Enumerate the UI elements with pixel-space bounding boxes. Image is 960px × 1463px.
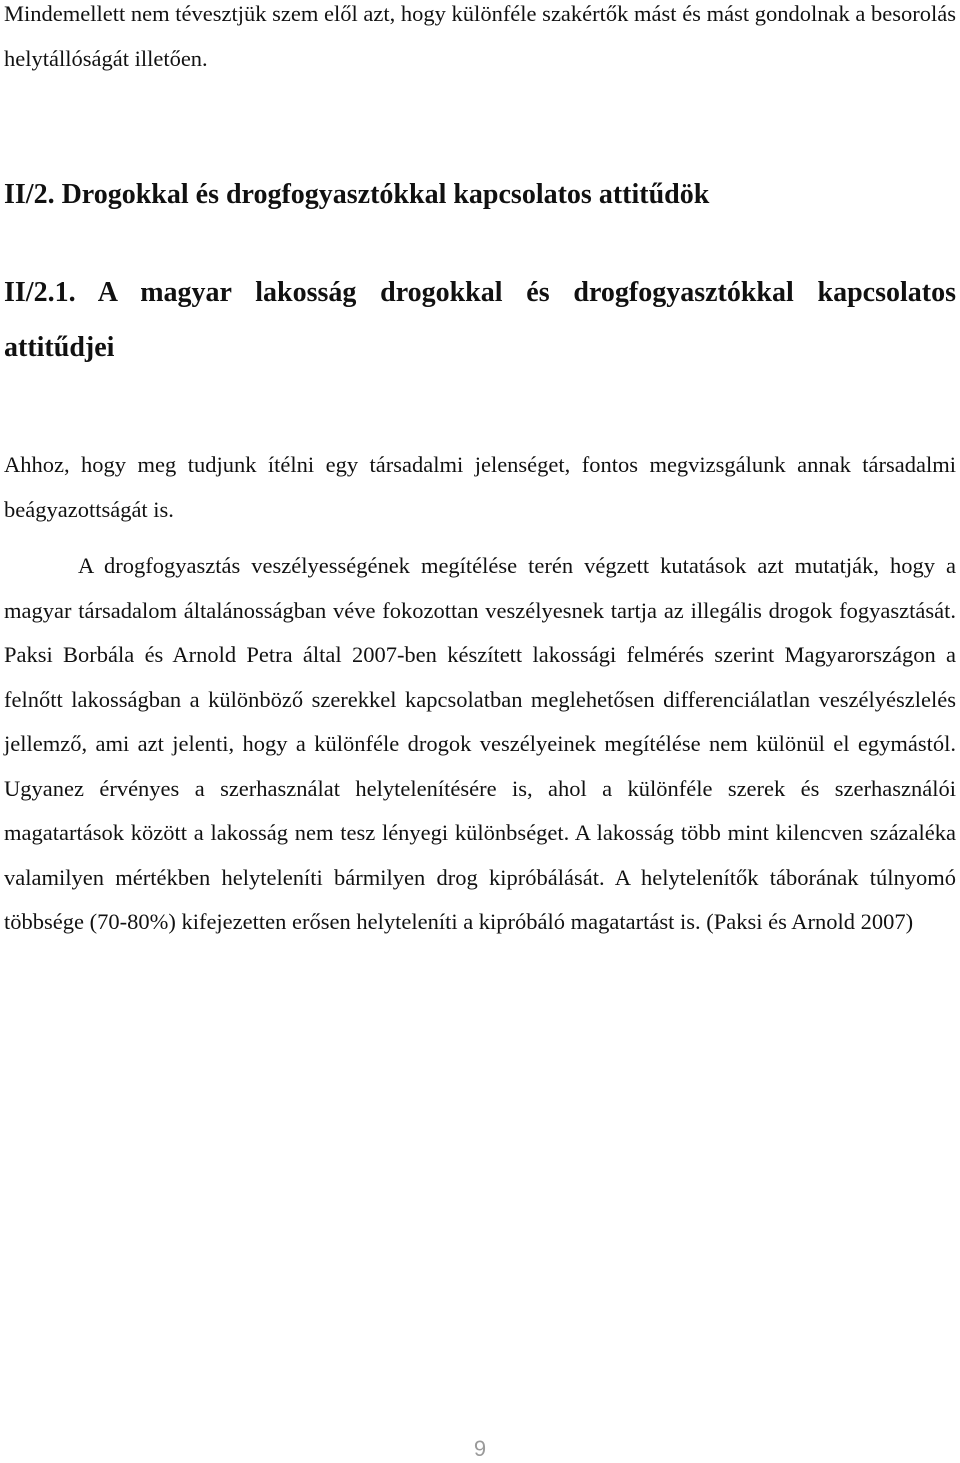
body-paragraph: A drogfogyasztás veszélyességének megítélése terén végzett kutatások azt mutatják, hogy a magyar társadalom általánosságban véve fokozottan veszélyesnek tartja az illegális drogok fogyasztását. Paksi Borbála és Arnold Petra által 2007-ben készített lakossági felmérés szerint Magyarországon a felnőtt lakosságban a különböző szerekkel kapcsolatban meglehetősen differenciálatlan veszélyészlelés jellemző, ami azt jelenti, hogy a különféle drogok veszélyeinek megítélése nem különül el egymástól. Ugyanez érvényes a szerhasználat helytelenítésére is, ahol a különféle szerek és szerhasználói magatartások között a lakosság nem tesz lényegi különbséget. A lakosság több mint kilencven százaléka valamilyen mértékben helyteleníti bármilyen drog kipróbálását. A helytelenítők táborának túlnyomó többsége (70-80%) kifejezetten erősen helyteleníti a kipróbáló magatartást is. (Paksi és Arnold 2007) <box>4 553 956 934</box>
page-number: 9 <box>473 1436 487 1461</box>
section-heading: II/2. Drogokkal és drogfogyasztókkal kapcsolatos attitűdök <box>4 179 710 210</box>
subsection-heading: II/2.1. A magyar lakosság drogokkal és drogfogyasztókkal kapcsolatos attitűdjei <box>4 277 956 363</box>
body-paragraph: Ahhoz, hogy meg tudjunk ítélni egy társadalmi jelenséget, fontos megvizsgálunk annak társadalmi beágyazottságát is. <box>4 452 956 522</box>
intro-paragraph: Mindemellett nem tévesztjük szem elől azt, hogy különféle szakértők mást és mást gondolnak a besorolás helytállóságát illetően. <box>4 1 956 71</box>
